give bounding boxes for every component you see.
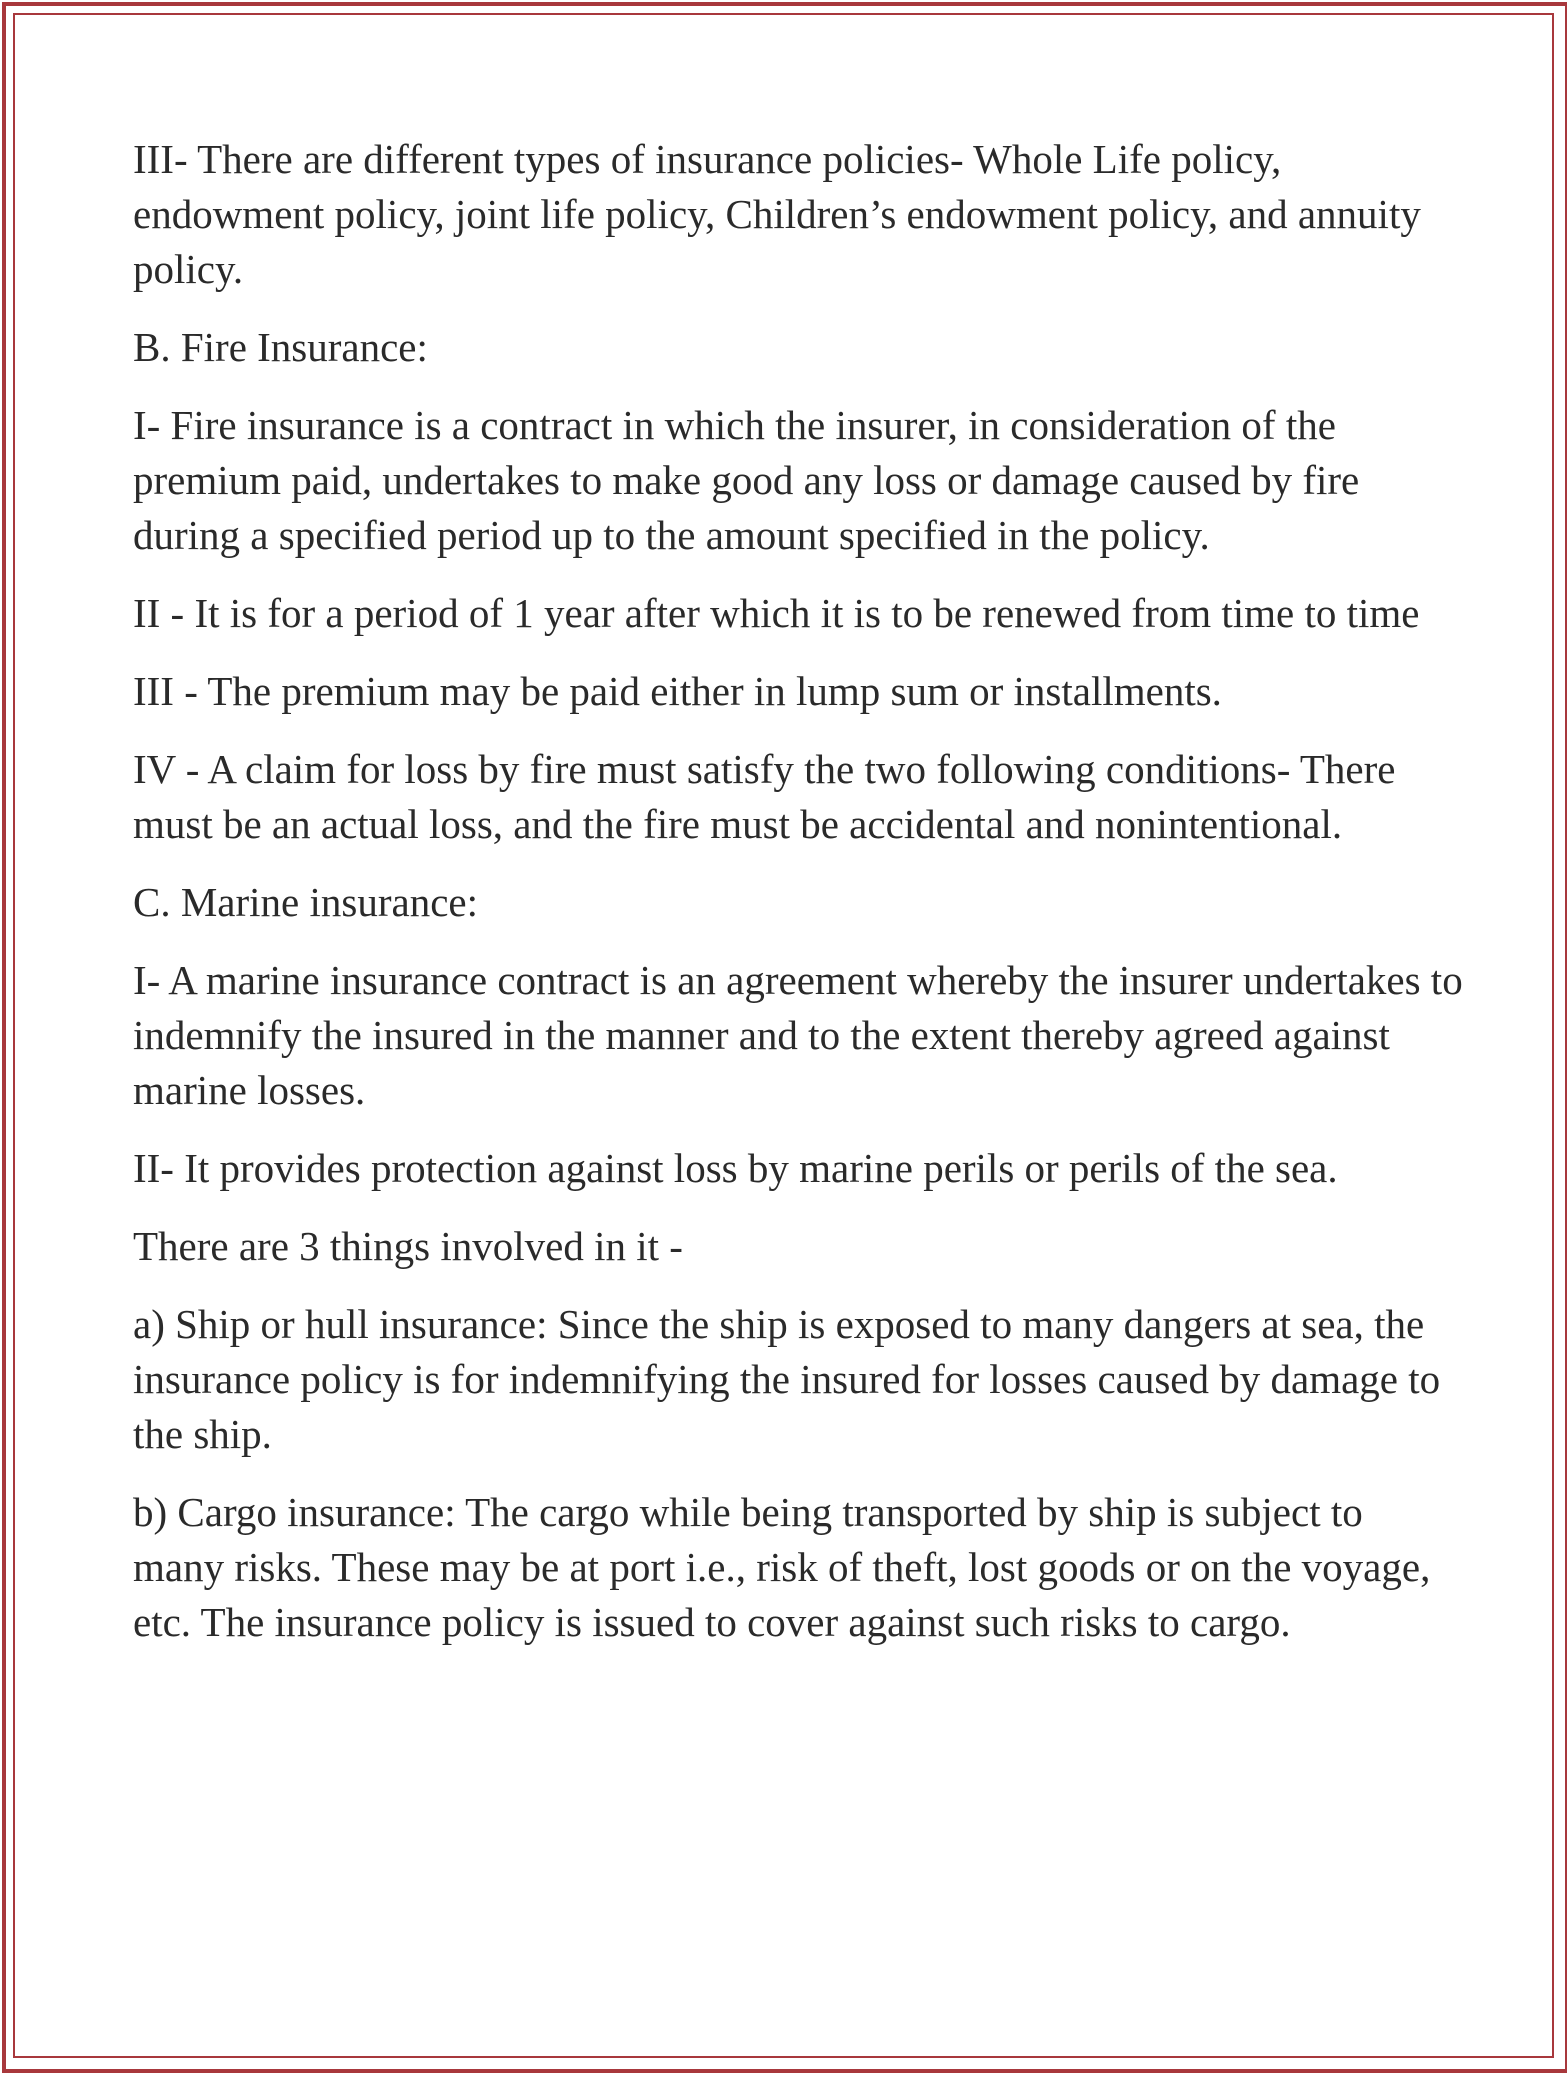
heading-fire-insurance: B. Fire Insurance: — [133, 324, 428, 370]
paragraph-policy-types: III- There are different types of insurance policies- Whole Life policy, endowment policy, joint life policy, Children’s endowment policy, and annuity policy. — [133, 136, 1421, 292]
paragraph-fire-claim: IV - A claim for loss by fire must satisfy the two following conditions- There must be an actual loss, and the fire must be accidental and nonintentional. — [133, 746, 1396, 847]
paragraph-marine-protection: II- It provides protection against loss by marine perils or perils of the sea. — [133, 1145, 1338, 1191]
paragraph-fire-premium: III - The premium may be paid either in lump sum or installments. — [133, 668, 1222, 714]
paragraph-cargo-insurance: b) Cargo insurance: The cargo while being transported by ship is subject to many risks. These may be at port i.e., risk of theft, lost goods or on the voyage, etc. The insurance policy is issued to cover against such risks to cargo. — [133, 1489, 1431, 1645]
paragraph-marine-things: There are 3 things involved in it - — [133, 1223, 683, 1269]
paragraph-fire-definition: I- Fire insurance is a contract in which the insurer, in consideration of the premium paid, undertakes to make good any loss or damage caused by fire during a specified period up to the amount specified in the policy. — [133, 402, 1360, 558]
document-body — [133, 132, 1463, 1673]
paragraph-hull-insurance: a) Ship or hull insurance: Since the ship is exposed to many dangers at sea, the insurance policy is for indemnifying the insured for losses caused by damage to the ship. — [133, 1301, 1441, 1457]
paragraph-marine-definition: I- A marine insurance contract is an agreement whereby the insurer undertakes to indemnify the insured in the manner and to the extent thereby agreed against marine losses. — [133, 957, 1463, 1113]
paragraph-fire-period: II - It is for a period of 1 year after which it is to be renewed from time to time — [133, 590, 1420, 636]
heading-marine-insurance: C. Marine insurance: — [133, 879, 478, 925]
